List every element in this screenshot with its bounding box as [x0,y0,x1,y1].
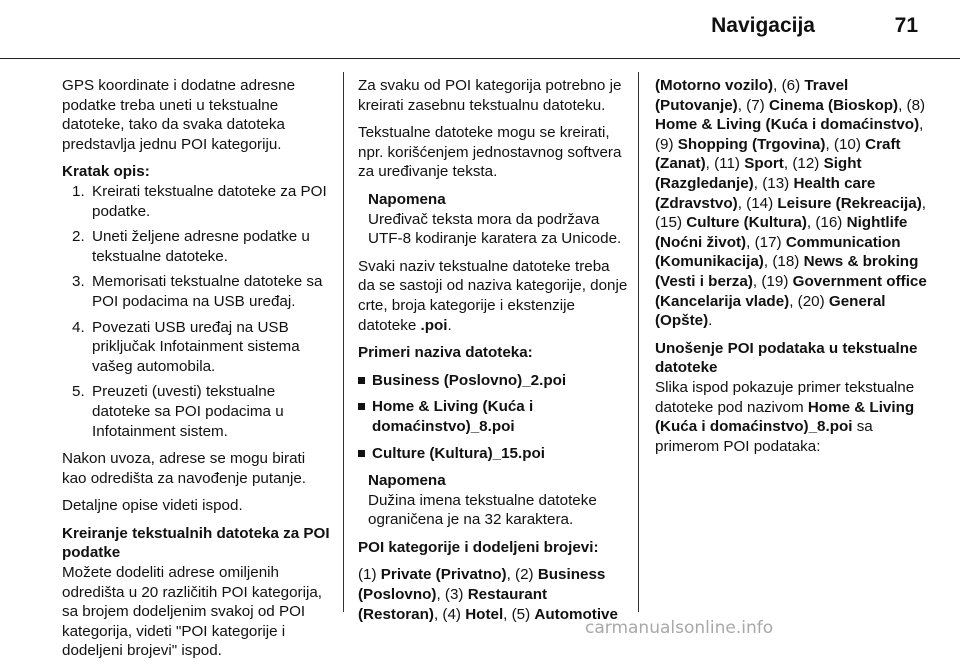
column-1 [62,76,332,669]
note-body: Dužina imena tekstualne datoteke ograničena je na 32 karaktera. [368,491,597,529]
step-item: 5. Preuzeti (uvesti) tekstualne datoteke sa POI podacima u Infotainment sistem. [72,383,284,440]
watermark: carmanualsonline.info [585,618,774,638]
examples-list [358,371,628,463]
steps-list [62,182,332,441]
note-title: Napomena [368,472,446,490]
poi-entry-heading: Unošenje POI podataka u tekstualne datoteke [655,339,918,377]
step-item: 2. Uneti željene adresne podatke u tekstualne datoteke. [72,228,310,265]
paragraph-2: Tekstualne datoteke mogu se kreirati, npr. korišćenjem jednostavnog softvera za uređivanje teksta. [358,124,622,181]
note-title: Napomena [368,190,446,208]
step-item: 3. Memorisati tekstualne datoteke sa POI podacima na USB uređaj. [72,273,323,310]
examples-heading: Primeri naziva datoteka: [358,344,533,362]
note-1 [358,190,628,249]
categories-heading: POI kategorije i dodeljeni brojevi: [358,538,599,556]
example-item: Business (Poslovno)_2.poi [358,371,628,391]
example-item: Home & Living (Kuća i domaćinstvo)_8.poi [358,397,628,436]
page-number: 71 [894,14,918,37]
column-2 [358,76,628,632]
paragraph-1: Za svaku od POI kategorija potrebno je kreirati zasebnu tekstualnu datoteku. [358,77,622,114]
create-heading: Kreiranje tekstualnih datoteka za POI podatke [62,524,330,562]
after-import-paragraph: Nakon uvoza, adrese se mogu birati kao odredišta za navođenje putanje. [62,450,307,487]
paragraph-3: Svaki naziv tekstualne datoteke treba da se sastoji od naziva kategorije, donje crte, broja kategorije i ekstenzije datoteke .poi. [358,257,628,334]
column-divider-1 [343,72,344,612]
step-item: 1. Kreirati tekstualne datoteke za POI podatke. [72,182,327,220]
step-item: 4. Povezati USB uređaj na USB priključak Infotainment sistema vašeg automobila. [72,318,300,375]
categories-paragraph-start: (1) Private (Privatno), (2) Business (Poslovno), (3) Restaurant (Restoran), (4) Hotel, (5) Automotive [358,566,618,623]
column-3 [655,76,930,464]
intro-paragraph: GPS koordinate i dodatne adresne podatke treba uneti u tekstualne datoteke, tako da svaka datoteka predstavlja jednu POI kategoriju. [62,77,296,153]
poi-entry-body: Slika ispod pokazuje primer tekstualne datoteke pod nazivom Home & Living (Kuća i domaćinstvo)_8.poi sa primerom POI podataka: [655,378,915,455]
note-body: Uređivač teksta mora da podržava UTF-8 kodiranje karatera za Unicode. [368,210,622,248]
page-title: Navigacija [711,14,815,37]
example-item: Culture (Kultura)_15.poi [358,444,628,464]
create-body: Možete dodeliti adrese omiljenih odredišta u 20 različitih POI kategorija, sa brojem dodeljenim svakoj od POI kategorija, videti "POI kategorije i dodeljeni brojevi" ispod. [62,564,323,660]
categories-paragraph-cont: (Motorno vozilo), (6) Travel (Putovanje), (7) Cinema (Bioskop), (8) Home & Living (Kuća i domaćinstvo), (9) Shopping (Trgovina), (10) Craft (Zanat), (11) Sport, (12) Sight (Razgledanje), (13) Health care (Zdravstvo), (14) Leisure (Rekreacija), (15) Culture (Kultura), (16) Nightlife (Noćni život), (17) Communication (Komunikacija), (18) News & broking (Vesti i berza), (19) Government office (Kancelarija vlade), (20) General (Opšte). [655,77,927,330]
summary-heading: Kratak opis: [62,163,150,181]
header-rule [0,58,960,59]
column-divider-2 [638,72,639,612]
note-2 [358,471,628,530]
details-paragraph: Detaljne opise videti ispod. [62,497,243,515]
